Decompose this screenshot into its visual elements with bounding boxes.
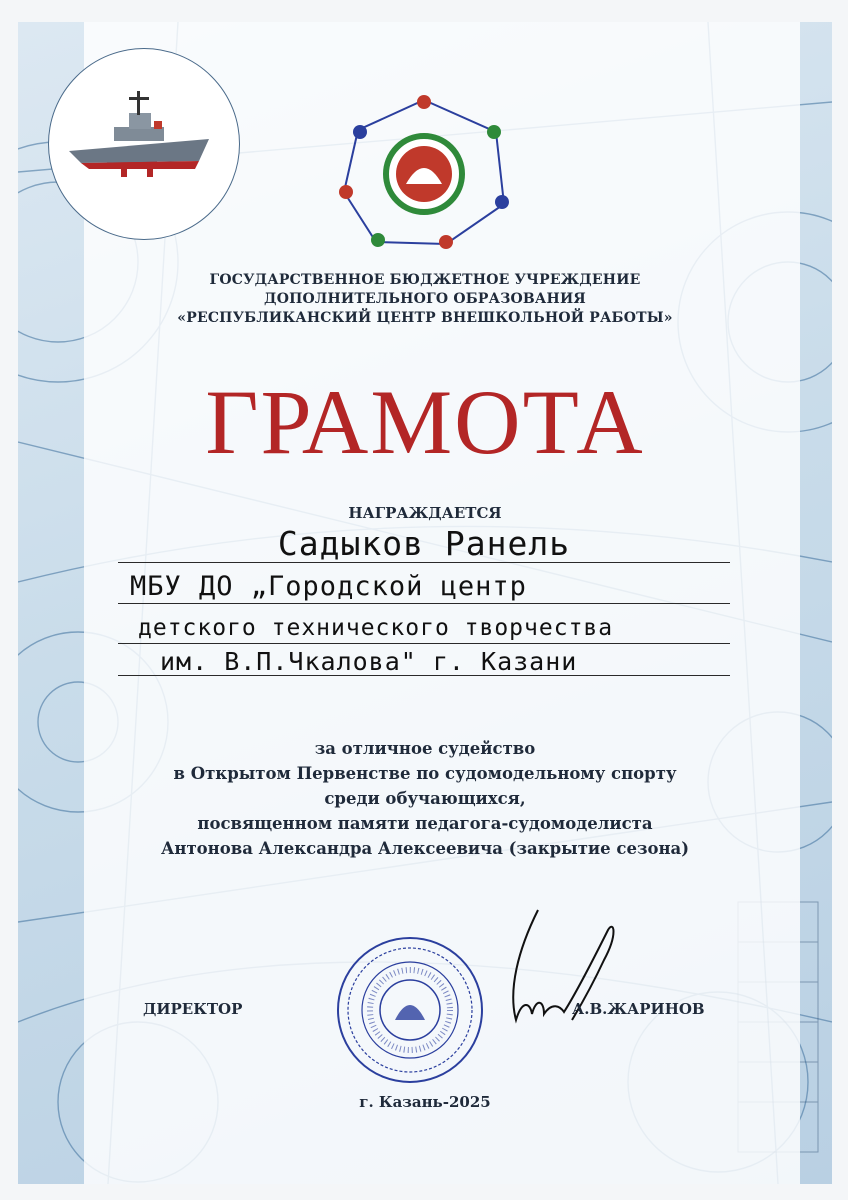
recipient-org-line-3: им. В.П.Чкалова" г. Казани (118, 644, 730, 676)
awarded-label: НАГРАЖДАЕТСЯ (348, 504, 502, 522)
signatory-title: ДИРЕКТОР (143, 1000, 243, 1018)
ship-model-image (48, 48, 240, 240)
center-emblem-logo (336, 92, 512, 252)
organization-line-1: ГОСУДАРСТВЕННОЕ БЮДЖЕТНОЕ УЧРЕЖДЕНИЕ (209, 272, 641, 288)
signatory-name: А.В.ЖАРИНОВ (572, 1000, 705, 1018)
reason-line-5: Антонова Александра Алексеевича (закрытие сезона) (160, 839, 690, 858)
place-and-year: г. Казань-2025 (359, 1093, 491, 1111)
recipient-org-line-2: детского технического творчества (118, 608, 730, 644)
recipient-name: Садыков Ранель (118, 522, 730, 563)
reason-line-3: среди обучающихся, (324, 789, 526, 808)
organization-line-2: ДОПОЛНИТЕЛЬНОГО ОБРАЗОВАНИЯ (264, 291, 586, 307)
reason-line-2: в Открытом Первенстве по судомодельному спорту (173, 764, 677, 783)
reason-line-4: посвященном памяти педагога-судомоделиста (197, 814, 653, 833)
organization-line-3: «РЕСПУБЛИКАНСКИЙ ЦЕНТР ВНЕШКОЛЬНОЙ РАБОТЫ» (177, 310, 673, 326)
recipient-org-line-1: МБУ ДО „Городской центр (118, 568, 730, 604)
certificate-title: ГРАМОТА (205, 371, 645, 473)
award-reason (100, 736, 750, 861)
reason-line-1: за отличное судейство (314, 739, 536, 758)
organization-header (100, 271, 750, 328)
official-stamp (335, 935, 485, 1085)
